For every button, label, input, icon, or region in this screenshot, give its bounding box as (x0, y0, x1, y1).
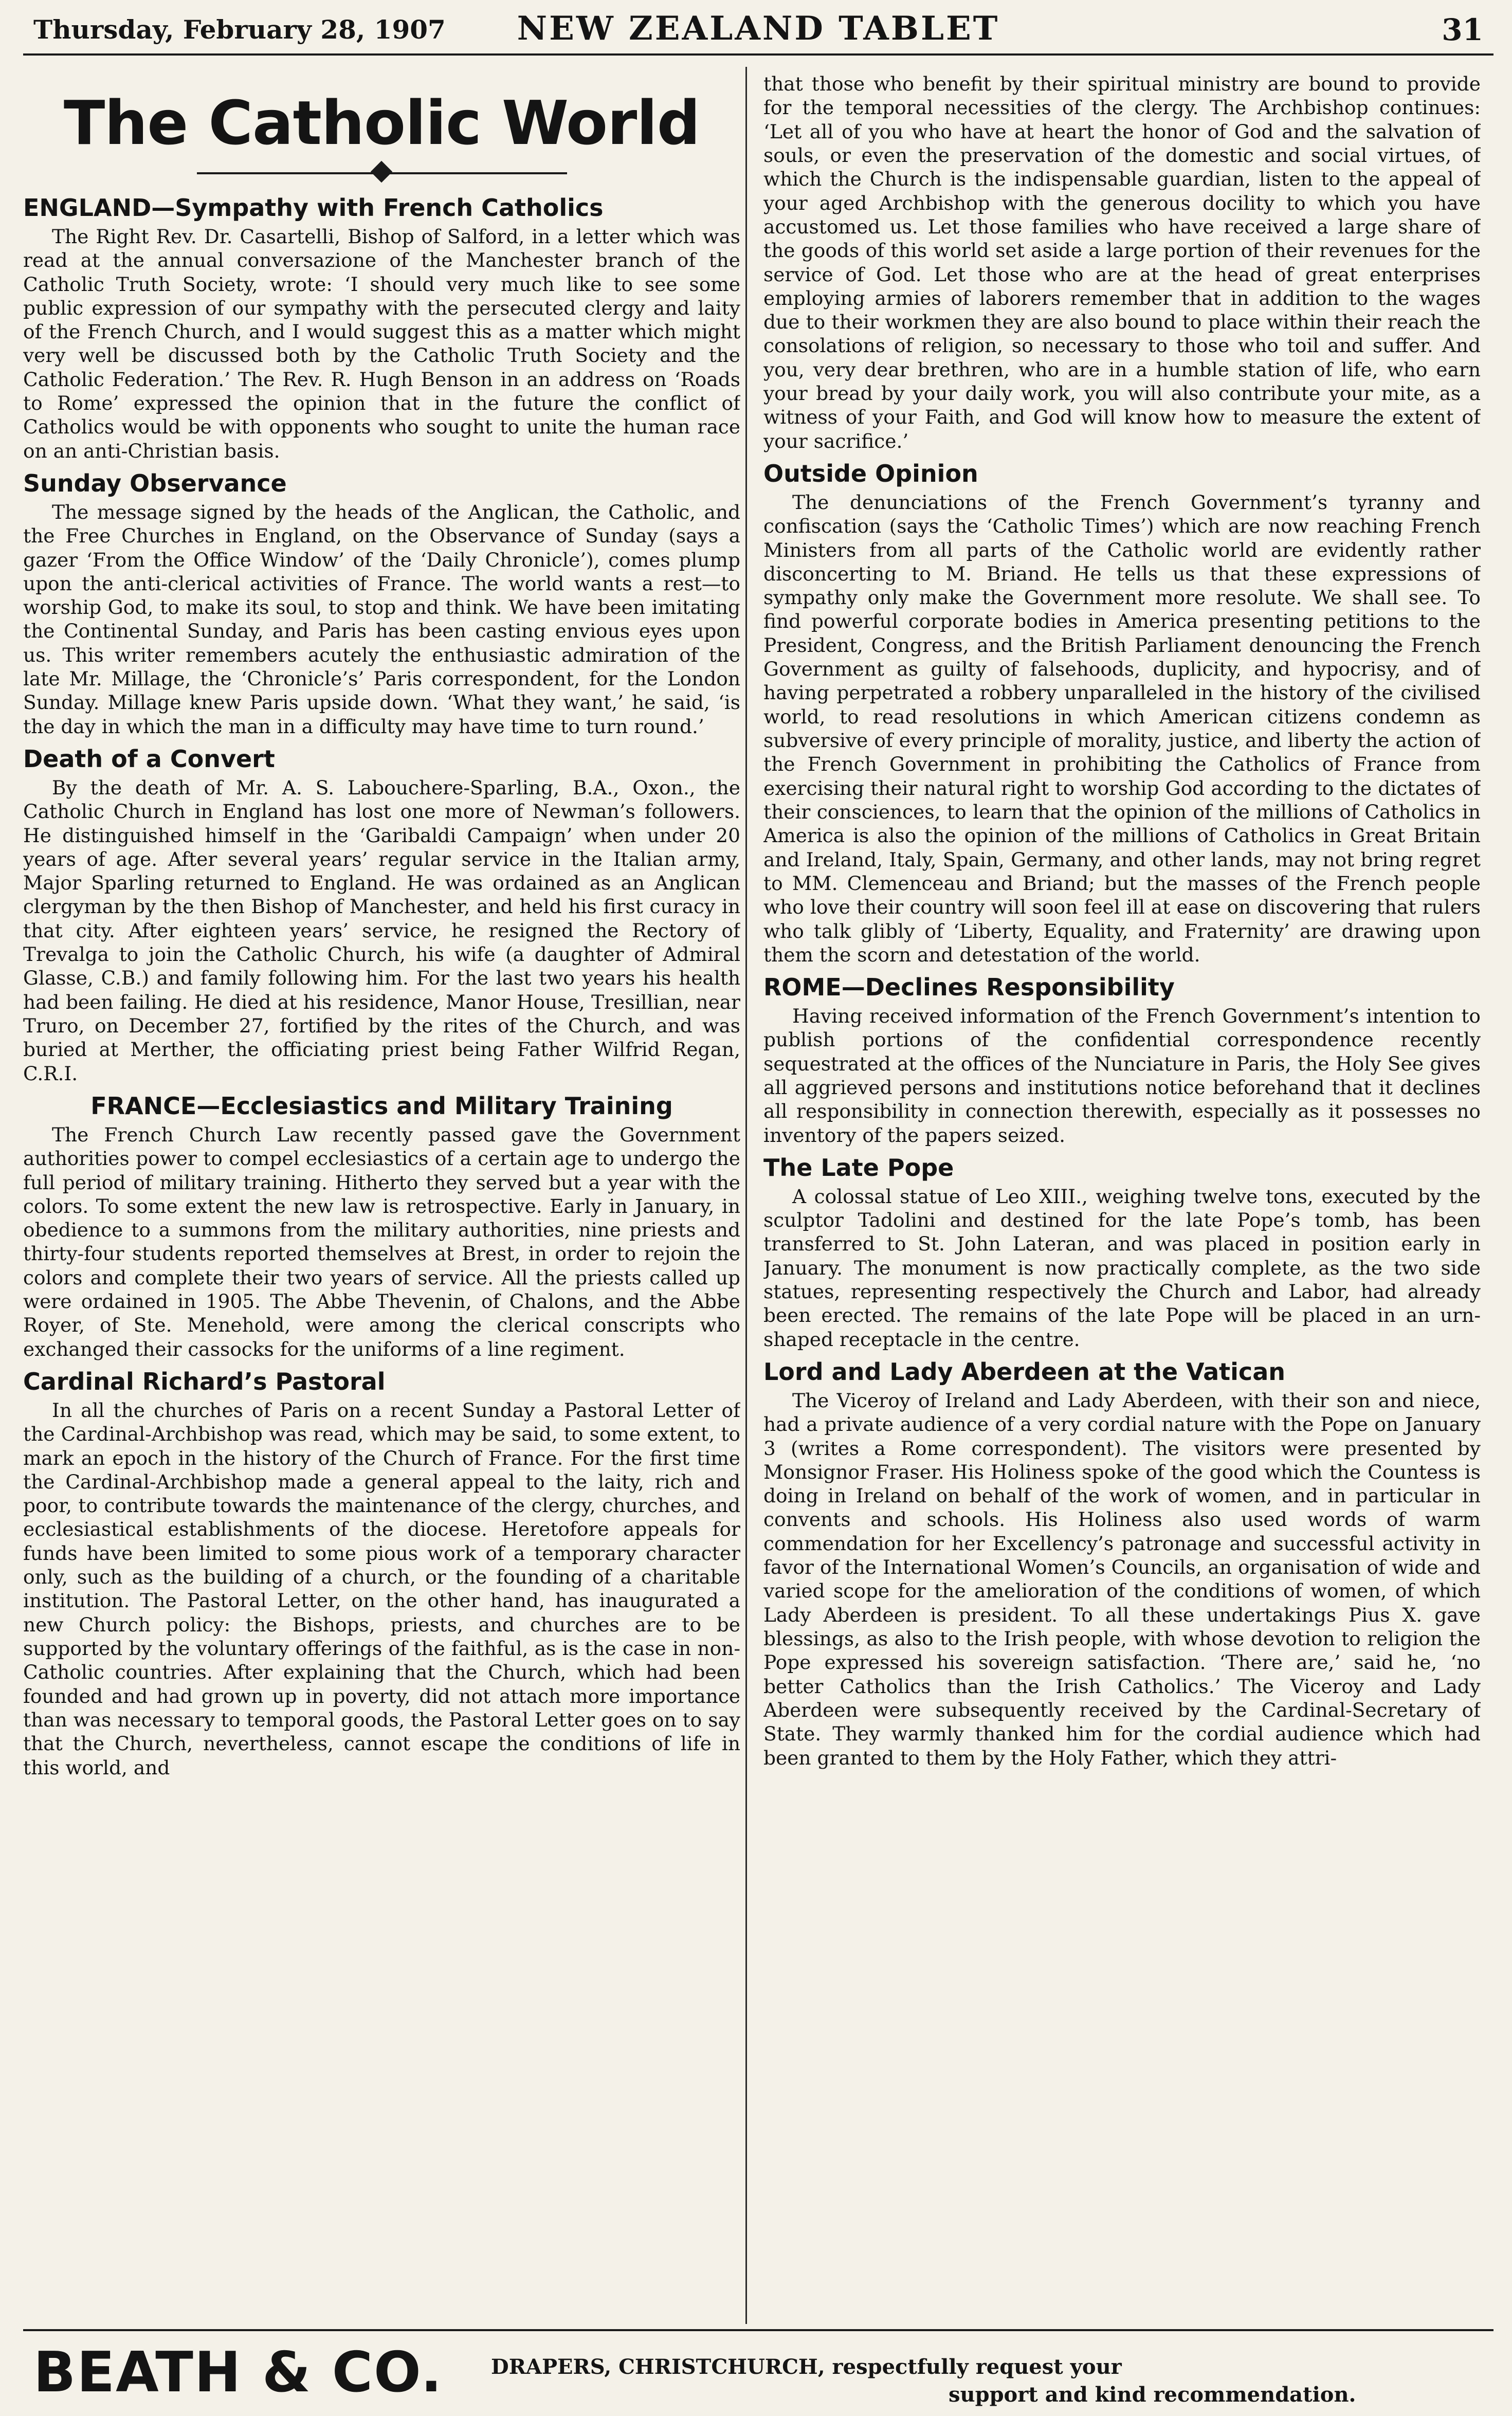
section-text: By the death of Mr. A. S. Labouchere-Sparling, B.A., Oxon., the Catholic Church in England has lost one more of Newman’s followers. He distinguished himself in the ‘Garibaldi Campaign’ when under 20 years of age. After several years’ regular service in the Italian army, Major Sparling returned to England. He was ordained as an Anglican clergyman by the then Bishop of Manchester, and held his first curacy in that city. After eighteen years’ service, he resigned the Rectory of Trevalga to join the Catholic Church, his wife (a daughter of Admiral Glasse, C.B.) and family following him. For the last two years his health had been failing. He died at his residence, Manor House, Tresillian, near Truro, on December 27, fortified by the rites of the Church, and was buried at Merther, the officiating priest being Father Wilfrid Regan, C.R.I. (23, 776, 740, 1085)
section-heading: Sunday Observance (23, 469, 287, 498)
section-heading: The Late Pope (763, 1153, 954, 1182)
article-aberdeen-vatican (763, 1358, 1481, 1770)
advertisement-text-continued: support and kind recommendation. (949, 2383, 1356, 2407)
section-text: The French Church Law recently passed gave the Government authorities power to compel ecclesiastics of a certain age to undergo the full period of military training. Hitherto they served but a year with the colors. To some extent the new law is retrospective. Early in January, in obedience to a summons from the military authorities, nine priests and thirty-four students reported themselves at Brest, in order to rejoin the colors and complete their two years of service. All the priests called up were ordained in 1905. The Abbe Thevenin, of Chalons, and the Abbe Royer, of Ste. Menehold, were among the clerical conscripts who exchanged their cassocks for the uniforms of a line regiment. (23, 1123, 740, 1360)
section-heading: FRANCE—Ecclesiastics and Military Training (90, 1092, 673, 1120)
section-heading: Death of a Convert (23, 745, 275, 773)
title-ornament (197, 161, 567, 185)
section-text: The Right Rev. Dr. Casartelli, Bishop of Salford, in a letter which was read at the annual conversazione of the Manchester branch of the Catholic Truth Society, wrote: ‘I should very much like to see some public expression of our sympathy with the persecuted clergy and laity of the French Church, and I would suggest this as a matter which might very well be discussed both by the Catholic Truth Society and the Catholic Federation.’ The Rev. R. Hugh Benson in an address on ‘Roads to Rome’ expressed the opinion that in the future the conflict of Catholics would be with opponents who sought to unite the human race on an anti-Christian basis. (23, 225, 740, 462)
article-death-of-convert (23, 746, 740, 1085)
advertisement-banner (23, 2329, 1493, 2413)
section-text: Having received information of the French Government’s intention to publish portions of the confidential correspondence recently sequestrated at the offices of the Nunciature in Paris, the Holy See gives all aggrieved persons and institutions notice beforehand that it declines all responsibility in connection therewith, especially as it possesses no inventory of the papers seized. (763, 1005, 1481, 1147)
section-text: A colossal statue of Leo XIII., weighing twelve tons, executed by the sculptor Tadolini and destined for the late Pope’s tomb, has been transferred to St. John Lateran, and was placed in position early in January. The monument is now practically complete, as the two side statues, representing respectively the Church and Labor, had already been erected. The remains of the late Pope will be placed in an urn-shaped receptacle in the centre. (763, 1185, 1481, 1351)
section-text: The message signed by the heads of the Anglican, the Catholic, and the Free Churches in England, on the Observance of Sunday (says a gazer ‘From the Office Window’ of the ‘Daily Chronicle’), comes plump upon the anti-clerical activities of France. The world wants a rest—to worship God, to make its soul, to stop and think. We have been imitating the Continental Sunday, and Paris has been casting envious eyes upon us. This writer remembers acutely the enthusiastic admiration of the late Mr. Millage, the ‘Chronicle’s’ Paris correspondent, for the London Sunday. Millage knew Paris upside down. ‘What they want,’ he said, ‘is the day in which the man in a difficulty may have time to turn round.’ (23, 500, 740, 738)
left-column (23, 72, 740, 2319)
section-heading: ENGLAND—Sympathy with French Catholics (23, 194, 604, 222)
article-england (23, 194, 740, 463)
publication-title: NEW ZEALAND TABLET (517, 9, 1000, 48)
article-late-pope (763, 1154, 1481, 1351)
article-france (23, 1093, 740, 1361)
section-heading: Outside Opinion (763, 460, 978, 487)
section-heading: ROME—Declines Responsibility (763, 973, 1175, 1002)
diamond-icon (370, 161, 392, 183)
article-cardinal-pastoral (23, 1368, 740, 1779)
continued-text: that those who benefit by their spiritual ministry are bound to provide for the temporal necessities of the clergy. The Archbishop continues: ‘Let all of you who have at heart the honor of God and the salvation of souls, or even the preservation of the domestic and social virtues, of which the Church is the indispensable guardian, listen to the appeal of your aged Archbishop with the generous docility to which you have accustomed us. Let those families who have received a large share of the goods of this world set aside a large portion of their revenues for the service of God. Let those who are at the head of great enterprises employing armies of laborers remember that in addition to the wages due to their workmen they are also bound to place within their reach the consolations of religion, so necessary to those who toil and suffer. And you, very dear brethren, who are in a humble station of life, who earn your bread by your daily work, you will also contribute your mite, as a witness of your Faith, and God will know how to measure the extent of your sacrifice.’ (763, 72, 1481, 452)
right-column (763, 72, 1481, 2319)
section-text: The Viceroy of Ireland and Lady Aberdeen, with their son and niece, had a private audience of a very cordial nature with the Pope on January 3 (writes a Rome correspondent). The visitors were presented by Monsignor Fraser. His Holiness spoke of the good which the Countess is doing in Ireland on behalf of the work of women, and in particular in convents and schools. His Holiness also used words of warm commendation for her Excellency’s patronage and successful activity in favor of the International Women’s Councils, an organisation of wide and varied scope for the amelioration of the conditions of women, of which Lady Aberdeen is president. To all these undertakings Pius X. gave blessings, as also to the Irish people, with whose devotion to religion the Pope expressed his sovereign satisfaction. ‘There are,’ said he, ‘no better Catholics than the Irish Catholics.’ The Viceroy and Lady Aberdeen were subsequently received by the Cardinal-Secretary of State. They warmly thanked him for the cordial audience which had been granted to them by the Holy Father, which they attri- (763, 1389, 1481, 1769)
section-heading: Cardinal Richard’s Pastoral (23, 1368, 386, 1395)
section-text: In all the churches of Paris on a recent Sunday a Pastoral Letter of the Cardinal-Archbishop was read, which may be said, to some extent, to mark an epoch in the history of the Church of France. For the first time the Cardinal-Archbishop made a general appeal to the laity, rich and poor, to contribute towards the maintenance of the clergy, churches, and ecclesiastical establishments of the diocese. Heretofore appeals for funds have been limited to some pious work of a temporary character only, such as the building of a church, or the founding of a charitable institution. The Pastoral Letter, on the other hand, has inaugurated a new Church policy: the Bishops, priests, and churches are to be supported by the voluntary offerings of the faithful, as is the case in non-Catholic countries. After explaining that the Church, which had been founded and had grown up in poverty, did not attach more importance than was necessary to temporal goods, the Pastoral Letter goes on to say that the Church, nevertheless, cannot escape the conditions of life in this world, and (23, 1398, 740, 1779)
article-sunday-observance (23, 470, 740, 738)
section-text: The denunciations of the French Government’s tyranny and confiscation (says the ‘Catholic Times’) which are now reaching French Ministers from all parts of the Catholic world are evidently rather disconcerting to M. Briand. He tells us that these expressions of sympathy only make the Government more resolute. We shall see. To find powerful corporate bodies in America presenting petitions to the President, Congress, and the British Parliament denouncing the French Government as guilty of falsehoods, duplicity, and hypocrisy, and of having perpetrated a robbery unparalleled in the history of the civilised world, to read resolutions in which American citizens condemn as subversive of every principle of morality, justice, and liberty the action of the French Government in prohibiting the Catholics of France from exercising their natural right to worship God according to the dictates of their consciences, to learn that the opinion of the millions of Catholics in America is also the opinion of the millions of Catholics in Great Britain and Ireland, Italy, Spain, Germany, and other lands, may not bring regret to MM. Clemenceau and Briand; but the masses of the French people who love their country will soon feel ill at ease on discovering that rulers who talk glibly of ‘Liberty, Equality, and Fraternity’ are drawing upon them the scorn and detestation of the world. (763, 491, 1481, 966)
article-rome (763, 974, 1481, 1147)
issue-date: Thursday, February 28, 1907 (33, 14, 446, 45)
page-number: 31 (1442, 12, 1483, 47)
article-outside-opinion (763, 460, 1481, 967)
advertisement-text: DRAPERS, CHRISTCHURCH, respectfully request your (491, 2355, 1122, 2379)
page-title: The Catholic World (63, 87, 700, 158)
column-divider (745, 67, 747, 2324)
page-header (23, 6, 1493, 56)
advertiser-name: BEATH & CO. (33, 2340, 443, 2405)
section-heading: Lord and Lady Aberdeen at the Vatican (763, 1357, 1285, 1386)
